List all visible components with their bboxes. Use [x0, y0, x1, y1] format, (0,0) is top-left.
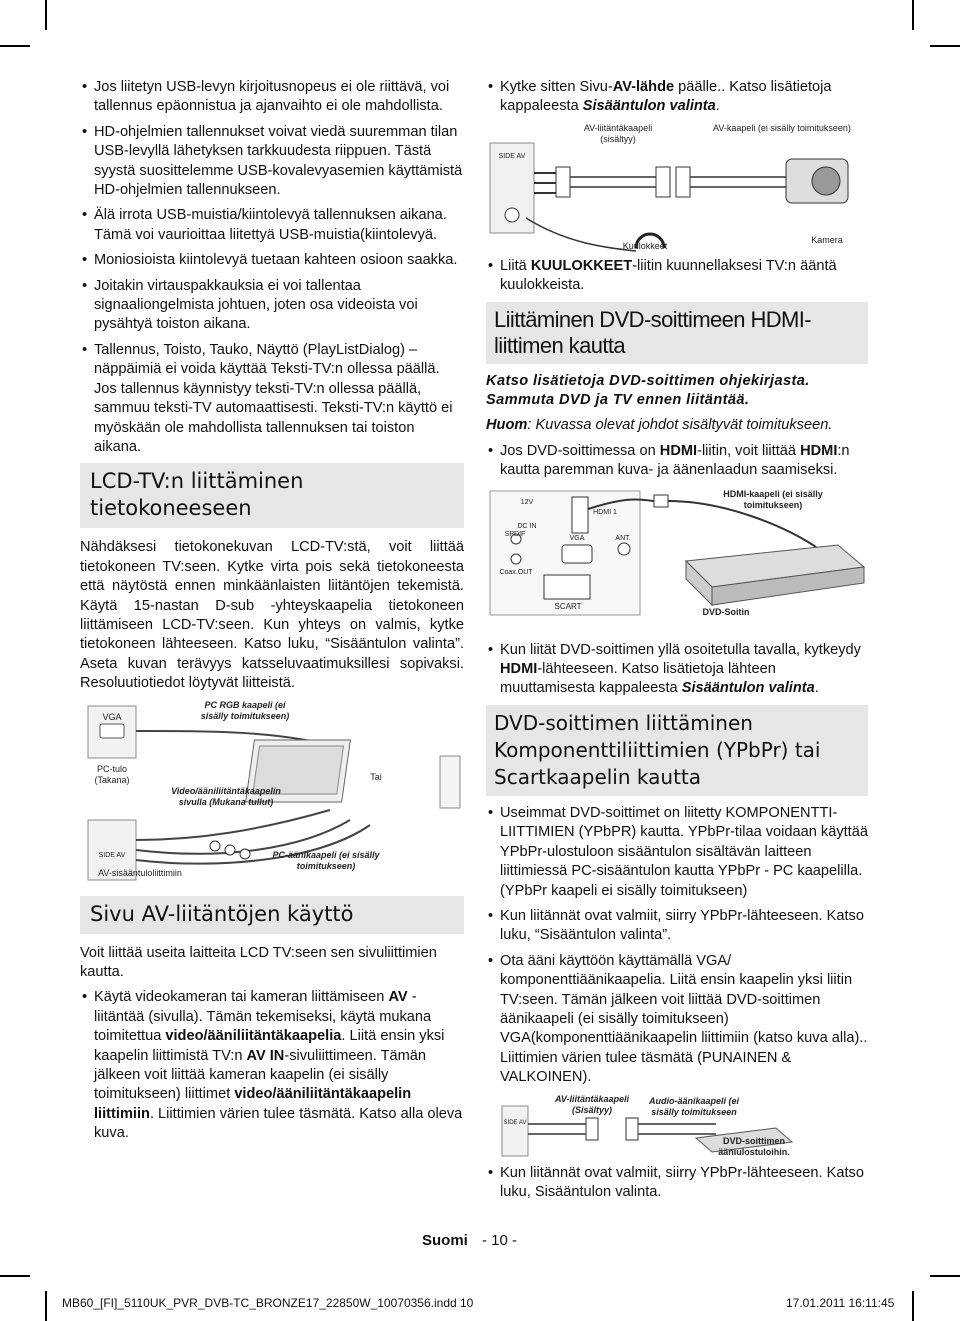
pc-connection-diagram — [80, 700, 464, 892]
video-audio-cable-label: Video/ääniliitäntäkaapelin sivulla (Mukana tullut) — [171, 785, 281, 807]
av-cable-label: AV-liitäntäkaapeli (sisältyy) — [583, 122, 653, 144]
crop-mark — [45, 1291, 47, 1321]
list-item: • Kun liitännät ovat valmiit, siirry YPbPr-lähteeseen. Katso luku, “Sisääntulon valinta”. — [486, 907, 868, 946]
footer-file: MB60_[FI]_5110UK_PVR_DVB-TC_BRONZE17_22850W_10070356.indd 10 — [62, 1296, 474, 1310]
pc-input-label: PC-tulo (Takana) — [94, 763, 130, 785]
crop-mark — [912, 1291, 914, 1321]
ant-label: ANT. — [615, 534, 631, 542]
list-item: • Joitakin virtauspakkauksia ei voi tallentaa signaaliongelmista johtuen, joten osa videoista voi pysähtyä toiston aikana. — [80, 277, 464, 335]
list-item: • Liitä KUULOKKEET-liitin kuunnellaksesi TV:n ääntä kuulokkeista. — [486, 257, 868, 296]
side-av-graphic — [486, 123, 868, 253]
page-num: - 10 - — [482, 1232, 518, 1249]
footer-date: 17.01.2011 16:11:45 — [786, 1296, 895, 1310]
dc-in-label: DC IN — [517, 522, 537, 530]
list-item: • Jos DVD-soittimessa on HDMI-liitin, voit liittää HDMI:n kautta paremman kuva- ja äänenlaadun saamiseksi. — [486, 442, 868, 481]
pc-paragraph: Nähdäksesi tietokonekuvan LCD-TV:stä, voit liittää tietokoneen TV:seen. Kytke virta pois sekä tietokoneesta että näytöstä ennen minkäänlaisten liitäntöjen tekemistä. Käytä 15-nastan D-sub -yhteyskaapelia tietokoneen liittämiseen LCD-TV:seen. Kun yhteys on valmis, kytke tietokoneen lähteeseen. Katso luku, “Sisääntulon valinta”. Aseta kuvan terävyys katsseluvaatimuksillesi sopivaksi. Resoluutiotiedot löytyvät liitteistä. — [80, 539, 464, 692]
left-column — [80, 78, 464, 1150]
right-column — [486, 78, 868, 1208]
crop-mark — [0, 1275, 30, 1277]
headphones-label: Kuulokkeet — [622, 240, 668, 251]
spdif-label: SPDIF — [504, 530, 526, 538]
dvd-note: Katso lisätietoja DVD-soittimen ohjekirjasta. Sammuta DVD ja TV ennen liitäntää. — [486, 372, 810, 409]
av-cable-2-label: AV-kaapeli (ei sisälly toimitukseen) — [713, 122, 851, 133]
list-item: • Jos liitetyn USB-levyn kirjoitusnopeus ei ole riittävä, voi tallennus epäonnistua ja ajanvaihto ei ole mahdollista. — [80, 78, 464, 117]
side-av-label: SIDE AV — [498, 152, 526, 160]
vga-label: VGA — [102, 711, 122, 722]
side-paragraph: Voit liittää useita laitteita LCD TV:seen sen sivuliittimien kautta. — [80, 944, 437, 980]
list-item: • Käytä videokameran tai kameran liittämiseen AV -liitäntää (sivulla). Tämän tekemiseksi, käytä mukana toimitettua video/ääniliitäntäkaapelia. Liitä ensin yksi kaapelin liittimistä TV:n AV IN-sivuliittimeen. Tämän jälkeen voit liittää kameran kaapelin (ei sisälly toimitukseen) liittimet video/ääniliitäntäkaapelin liittimiin. Liittimien värien tulee täsmätä. Katso alla oleva kuva. — [80, 988, 464, 1143]
pc-audio-cable-label: PC-äänikaapeli (ei sisälly toimitukseen) — [272, 849, 380, 871]
coax-label: Coax.OUT — [499, 568, 533, 576]
list-item: • Kun liitännät ovat valmiit, siirry YPbPr-lähteeseen. Katso luku, Sisääntulon valinta. — [486, 1164, 868, 1203]
or-label: Tai — [370, 771, 382, 782]
dvd-audio-out-label: DVD-soittimen ääniulostuloihin. — [718, 1135, 790, 1157]
list-item: • Kytke sitten Sivu-AV-lähde päälle.. Katso lisätietoja kappaleesta Sisääntulon valinta. — [486, 78, 868, 117]
list-item: • Tallennus, Toisto, Tauko, Näyttö (PlayListDialog) –näppäimiä ei voida käyttää Teksti-TV:n ollessa päällä. Jos tallennus käynnistyy teksti-TV:n ollessa päällä, sammuu teksti-TV automaattisesti. Teksti-TV:n käyttö ei myöskään ole mahdollista tallennuksen tai toiston aikana. — [80, 341, 464, 457]
crop-mark — [912, 0, 914, 30]
crop-mark — [930, 1275, 960, 1277]
hdmi-diagram — [486, 487, 868, 635]
av-cable-label: AV-liitäntäkaapeli (Sisältyy) — [554, 1093, 630, 1115]
12v-label: 12V — [520, 498, 534, 506]
page-language: Suomi — [422, 1232, 468, 1249]
section-heading-dvd-hdmi: Liittäminen DVD-soittimeen HDMI-liittimen kautta — [486, 302, 868, 364]
crop-mark — [930, 45, 960, 47]
camera-label: Kamera — [811, 234, 843, 245]
list-item: • Kun liität DVD-soittimen yllä osoitetulla tavalla, kytkeydy HDMI-lähteeseen. Katso lisätietoja lähteen muuttamisesta kappaleesta Sisääntulon valinta. — [486, 641, 868, 699]
component-audio-diagram — [486, 1094, 868, 1160]
crop-mark — [45, 0, 47, 30]
av-input-label: AV-sisääntuloliittimiin — [98, 867, 182, 878]
list-item: • Älä irrota USB-muistia/kiintolevyä tallennuksen aikana. Tämä voi vaurioittaa liitettyä USB-muistia(kiintolevyä. — [80, 206, 464, 245]
list-item: • Ota ääni käyttöön käyttämällä VGA/ komponenttiäänikaapelia. Liitä ensin kaapelin yksi liitin TV:seen. Tämän jälkeen voit liittää DVD-soittimen äänikaapeli (ei sisälly toimitukseen) VGA(komponenttiäänikaapelin liittimiin (katso kuva alla).. Liittimien värien tulee täsmätä (PUNAINEN & VALKOINEN). — [486, 952, 868, 1088]
section-heading-component: DVD-soittimen liittäminen Komponenttiliittimien (YPbPr) tai Scartkaapelin kautta — [486, 705, 868, 796]
pc-rgb-cable-label: PC RGB kaapeli (ei sisälly toimitukseen) — [200, 699, 290, 721]
section-heading-side-av: Sivu AV-liitäntöjen käyttö — [80, 896, 464, 934]
vga-port-label: VGA — [569, 534, 585, 542]
audio-cable-label: Audio-äänikaapeli (ei sisälly toimitukseen — [648, 1095, 740, 1117]
side-av-label: SIDE AV — [503, 1119, 527, 1126]
scart-label: SCART — [554, 601, 582, 611]
section-heading-pc: LCD-TV:n liittäminen tietokoneeseen — [80, 463, 464, 528]
list-item: • HD-ohjelmien tallennukset voivat viedä suuremman tilan USB-levyllä lähetyksen tarkkuudesta riippuen. Tästä syystä suosittelemme USB-kovalevyasemien käyttämistä HD-ohjelmien tallennukseen. — [80, 123, 464, 201]
page-number — [422, 1232, 517, 1249]
hdmi1-label: HDMI 1 — [593, 508, 617, 516]
hdmi-cable-label: HDMI-kaapeli (ei sisälly toimitukseen) — [723, 488, 823, 510]
crop-mark — [0, 45, 30, 47]
list-item: • Moniosioista kiintolevyä tuetaan kahteen osioon saakka. — [80, 251, 464, 270]
side-av-label: SIDE AV — [98, 851, 126, 859]
list-item: • Useimmat DVD-soittimet on liitetty KOMPONENTTI-LIITTIMIEN (YPbPR) kautta. YPbPr-tilaa voidaan käyttää YPbPr-ulostuloon sisääntulon sisältävän laitteen liittimiessä PC-sisääntulon kautta YPbPr - PC kaapelilla. (YPbPr kaapeli ei sisälly toimitukseen) — [486, 804, 868, 901]
side-av-diagram — [486, 123, 868, 253]
dvd-player-label: DVD-Soitin — [702, 606, 750, 617]
dvd-note-2: Huom: Kuvassa olevat johdot sisältyvät toimitukseen. — [486, 417, 833, 434]
